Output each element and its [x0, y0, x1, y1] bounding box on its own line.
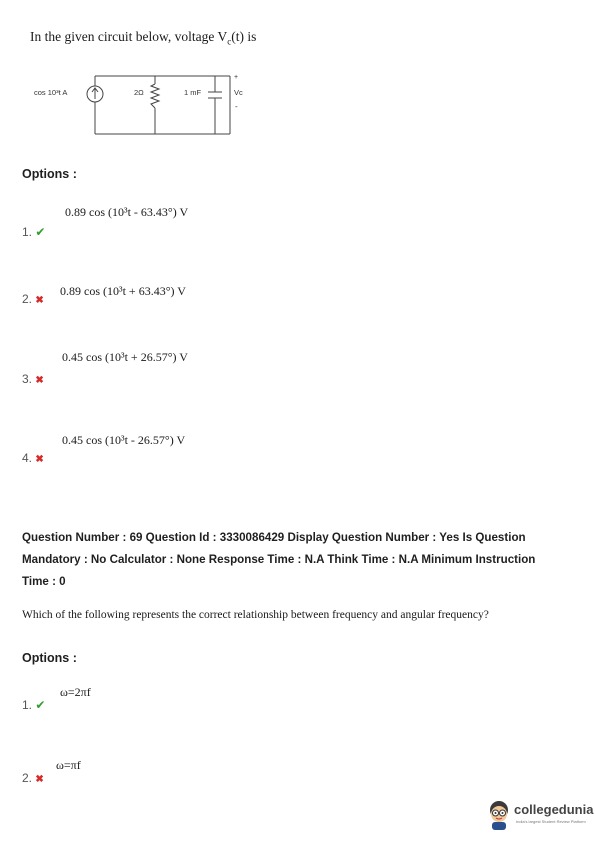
option-4-marker: 4. ✖ [22, 451, 44, 465]
option-3-marker: 3. ✖ [22, 372, 44, 386]
question-meta: Question Number : 69 Question Id : 3330086429 Display Question Number : Yes Is Question Mandatory : No Calculator : None Response Time : N.A Think Time : N.A Minimum Instruction Time : 0 [22, 531, 536, 588]
option-2-marker: 2. ✖ [22, 771, 44, 785]
capacitor-label: 1 mF [184, 88, 202, 97]
option-1-marker: 1. ✔ [22, 698, 46, 712]
brand-tagline: India's largest Student Review Platform [516, 819, 586, 824]
option-1-text: 0.89 cos (10³t - 63.43°) V [65, 205, 189, 219]
option-4-text: 0.45 cos (10³t - 26.57°) V [62, 433, 186, 447]
correct-check-icon: ✔ [35, 698, 46, 712]
brand-name: collegedunia [514, 802, 594, 817]
correct-check-icon: ✔ [35, 225, 46, 239]
wrong-cross-icon: ✖ [35, 774, 44, 785]
circuit-diagram [30, 72, 270, 142]
option-1-text: ω=2πf [60, 685, 91, 699]
source-label: cos 10³t A [34, 88, 68, 97]
minus-sign: - [235, 102, 238, 111]
wrong-cross-icon: ✖ [35, 454, 44, 465]
option-2-marker: 2. ✖ [22, 292, 44, 306]
option-2-text: 0.89 cos (10³t + 63.43°) V [60, 284, 186, 298]
wrong-cross-icon: ✖ [35, 375, 44, 386]
question-2-text: Which of the following represents the correct relationship between frequency and angular frequency? [22, 609, 489, 621]
options-heading: Options : [22, 651, 77, 665]
mascot-icon [486, 800, 512, 830]
option-1-marker: 1. ✔ [22, 225, 46, 239]
options-heading: Options : [22, 167, 77, 181]
option-3-text: 0.45 cos (10³t + 26.57°) V [62, 350, 188, 364]
question-1-text: In the given circuit below, voltage $V_c(t)$ is [30, 29, 257, 47]
vc-label: Vc [234, 88, 243, 97]
option-2-text: ω=πf [56, 758, 81, 772]
brand-logo [486, 800, 594, 832]
resistor-label: 2Ω [134, 88, 144, 97]
wrong-cross-icon: ✖ [35, 295, 44, 306]
plus-sign: + [234, 74, 239, 81]
